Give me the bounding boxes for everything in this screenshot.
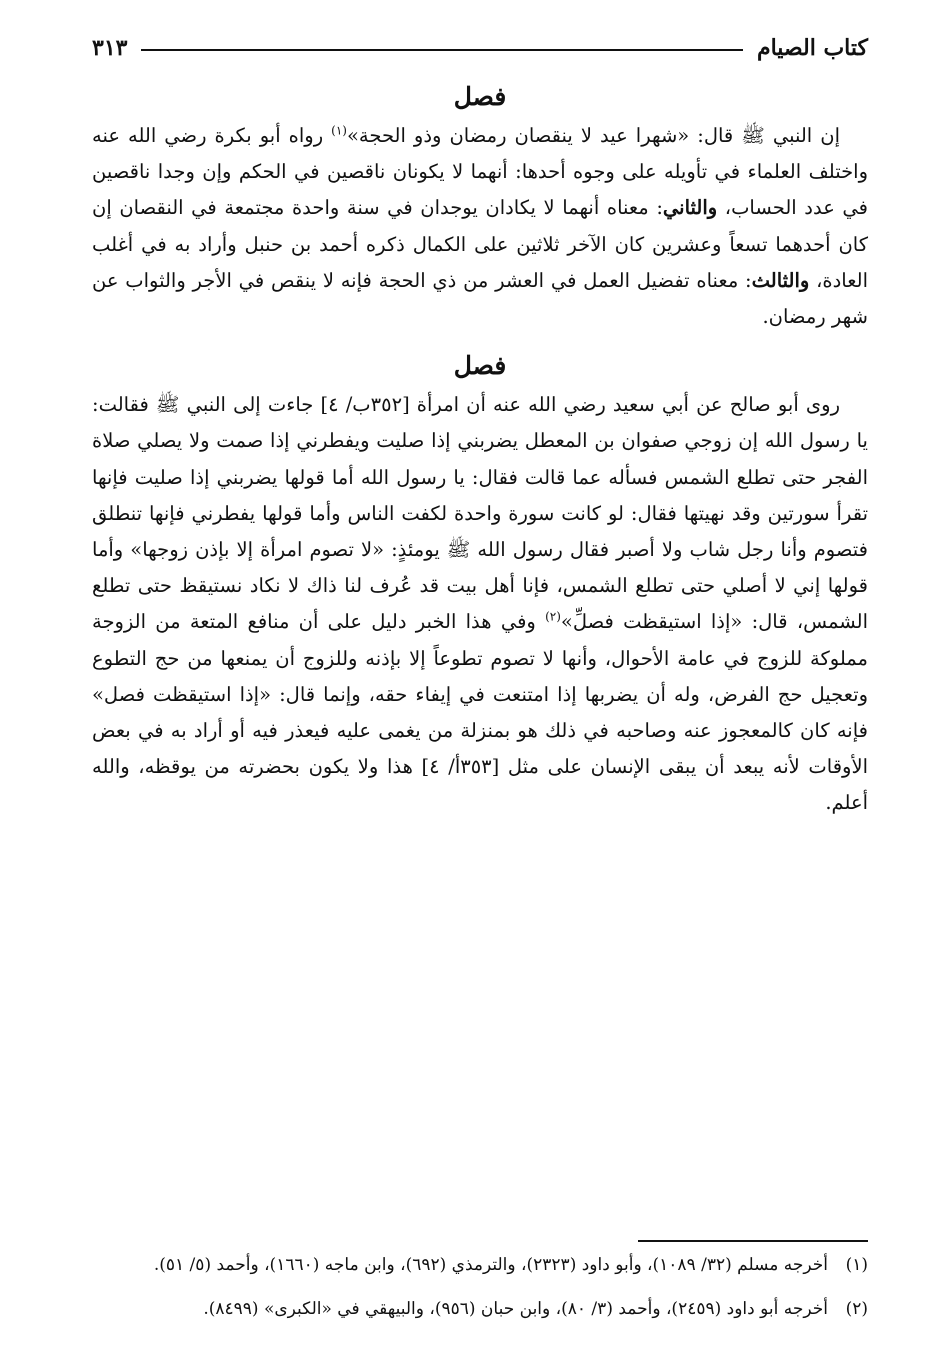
footnote-separator [638, 1240, 868, 1242]
section-2-paragraph [92, 387, 868, 821]
text-run: : معناه أنهما لا يكادان يوجدان في سنة واحدة مجتمعة في النقصان إن كان أحدهما تسعاً وعشرين كان الآخر ثلاثين على الكمال ذكره أحمد بن حنبل وأراد به في أغلب العادة، [92, 196, 868, 292]
header-rule [141, 49, 743, 51]
footnote-2 [92, 1294, 868, 1324]
footnote-ref-2[interactable]: (٢) [545, 609, 561, 624]
footnote-number: (٢) [845, 1299, 868, 1319]
bold-term-third: والثالث [751, 268, 810, 292]
section-title-1: فصل [453, 82, 507, 111]
text-run: روى أبو صالح عن أبي سعيد رضي الله عنه أن امرأة [٣٥٢ب/ ٤] جاءت إلى النبي ﷺ فقالت: يا رسول الله إن زوجي صفوان بن المعطل يضربني إذا صليت ويفطرني إذا صمت ولا يصلي صلاة الفجر حتى تطلع الشمس فسأله عما قالت فقال: يا رسول الله أما قولها يضربني إذا صليت فإنها تقرأ سورتين وقد نهيتها فقال: لو كانت سورة واحدة لكفت الناس وأما قولها يفطرني فإنها تنطلق فتصوم وأنا رجل شاب ولا أصبر فقال رسول الله ﷺ يومئذٍ: «لا تصوم امرأة إلا بإذن زوجها» وأما قولها إني لا أصلي حتى تطلع الشمس، فإنا أهل بيت قد عُرف لنا ذاك لا نكاد نستيقظ حتى تطلع الشمس، قال: «إذا استيقظت فصلِّ» [92, 393, 869, 634]
footnote-text: أخرجه أبو داود (٢٤٥٩)، وأحمد (٣/ ٨٠)، وابن حبان (٩٥٦)، والبيهقي في «الكبرى» (٨٤٩٩). [203, 1299, 828, 1319]
section-title-2: فصل [453, 351, 507, 381]
text-run: إن النبي ﷺ قال: «شهرا عيد لا ينقصان رمضان وذو الحجة» [346, 124, 840, 147]
footnotes [92, 1250, 868, 1338]
footnote-text: أخرجه مسلم (٣٢/ ١٠٨٩)، وأبو داود (٢٣٢٣)، والترمذي (٦٩٢)، وابن ماجه (١٦٦٠)، وأحمد (٥/ ٥١). [153, 1255, 828, 1275]
text-run: : معناه تفضيل العمل في العشر من ذي الحجة فإنه لا ينقص في الأجر والثواب عن شهر رمضان. [92, 268, 868, 329]
bold-term-second: والثاني [662, 196, 718, 220]
book-page [92, 30, 868, 1366]
text-run: وفي هذا الخبر دليل على أن منافع المتعة من الزوجة مملوكة للزوج في عامة الأحوال، وأنها لا تصوم تطوعاً إلا بإذنه وللزوج أن يمنعها من حج التطوع وتعجيل حج الفرض، وله أن يضربها إذا امتنعت في إيفاء حقه، وإنما قال: «إذا استيقظت فصل» فإنه كان كالمعجوز عنه وصاحبه في ذلك هو بمنزلة من يغمى عليه فيعذر فيه أو أراد به في بعض الأوقات لأنه يبعد أن يبقى الإنسان على مثل [٣٥٣أ/ ٤] هذا ولا يكون بحضرته من يوقظه، والله أعلم. [92, 610, 868, 815]
footnote-ref-1[interactable]: (١) [331, 123, 347, 138]
text-run: رواه أبو بكرة رضي الله عنه واختلف العلماء في تأويله على وجوه أحدها: أنهما لا يكونان ناقصين في الحكم وإن وجدا ناقصين في عدد الحساب، [92, 124, 869, 220]
book-title: كتاب الصيام [756, 35, 868, 61]
page-number: ٣١٣ [92, 35, 128, 61]
footnote-1 [92, 1250, 868, 1280]
running-header [92, 30, 868, 66]
footnote-number: (١) [845, 1255, 868, 1275]
section-1-paragraph [92, 118, 868, 335]
